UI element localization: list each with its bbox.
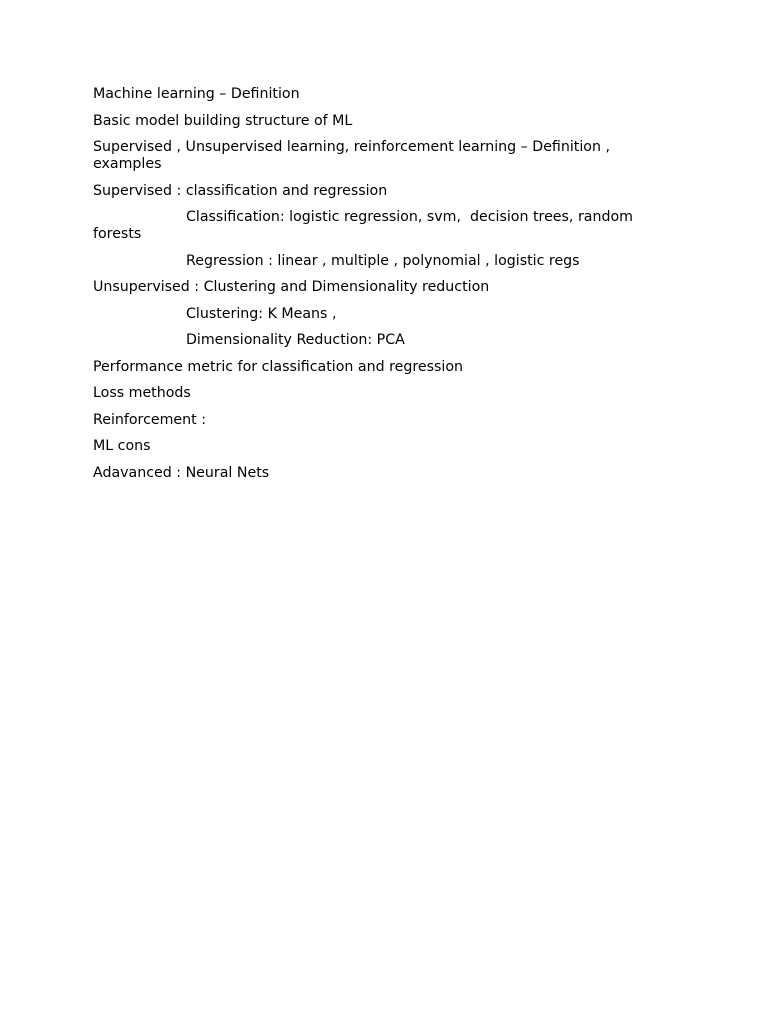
- paragraph-performance-metric: Performance metric for classification and regression: [93, 358, 464, 375]
- paragraph-classification: Classification: logistic regression, svm, decision trees, random forests: [93, 209, 638, 242]
- paragraph-supervised: Supervised : classification and regression: [93, 182, 388, 199]
- paragraph-loss-methods: Loss methods: [93, 385, 191, 401]
- paragraph-model-structure: Basic model building structure of ML: [93, 112, 353, 129]
- document-body: [93, 86, 653, 491]
- paragraph-unsupervised: Unsupervised : Clustering and Dimensionality reduction: [93, 279, 490, 295]
- paragraph-dimensionality-reduction: Dimensionality Reduction: PCA: [186, 332, 405, 348]
- paragraph-ml-definition: Machine learning – Definition: [93, 86, 300, 102]
- paragraph-learning-types: Supervised , Unsupervised learning, reinforcement learning – Definition , examples: [93, 139, 615, 172]
- paragraph-ml-cons: ML cons: [93, 438, 151, 454]
- paragraph-regression: Regression : linear , multiple , polynomial , logistic regs: [186, 252, 580, 269]
- paragraph-clustering: Clustering: K Means ,: [186, 305, 337, 322]
- paragraph-advanced: Adavanced : Neural Nets: [93, 464, 270, 481]
- paragraph-reinforcement: Reinforcement :: [93, 411, 207, 428]
